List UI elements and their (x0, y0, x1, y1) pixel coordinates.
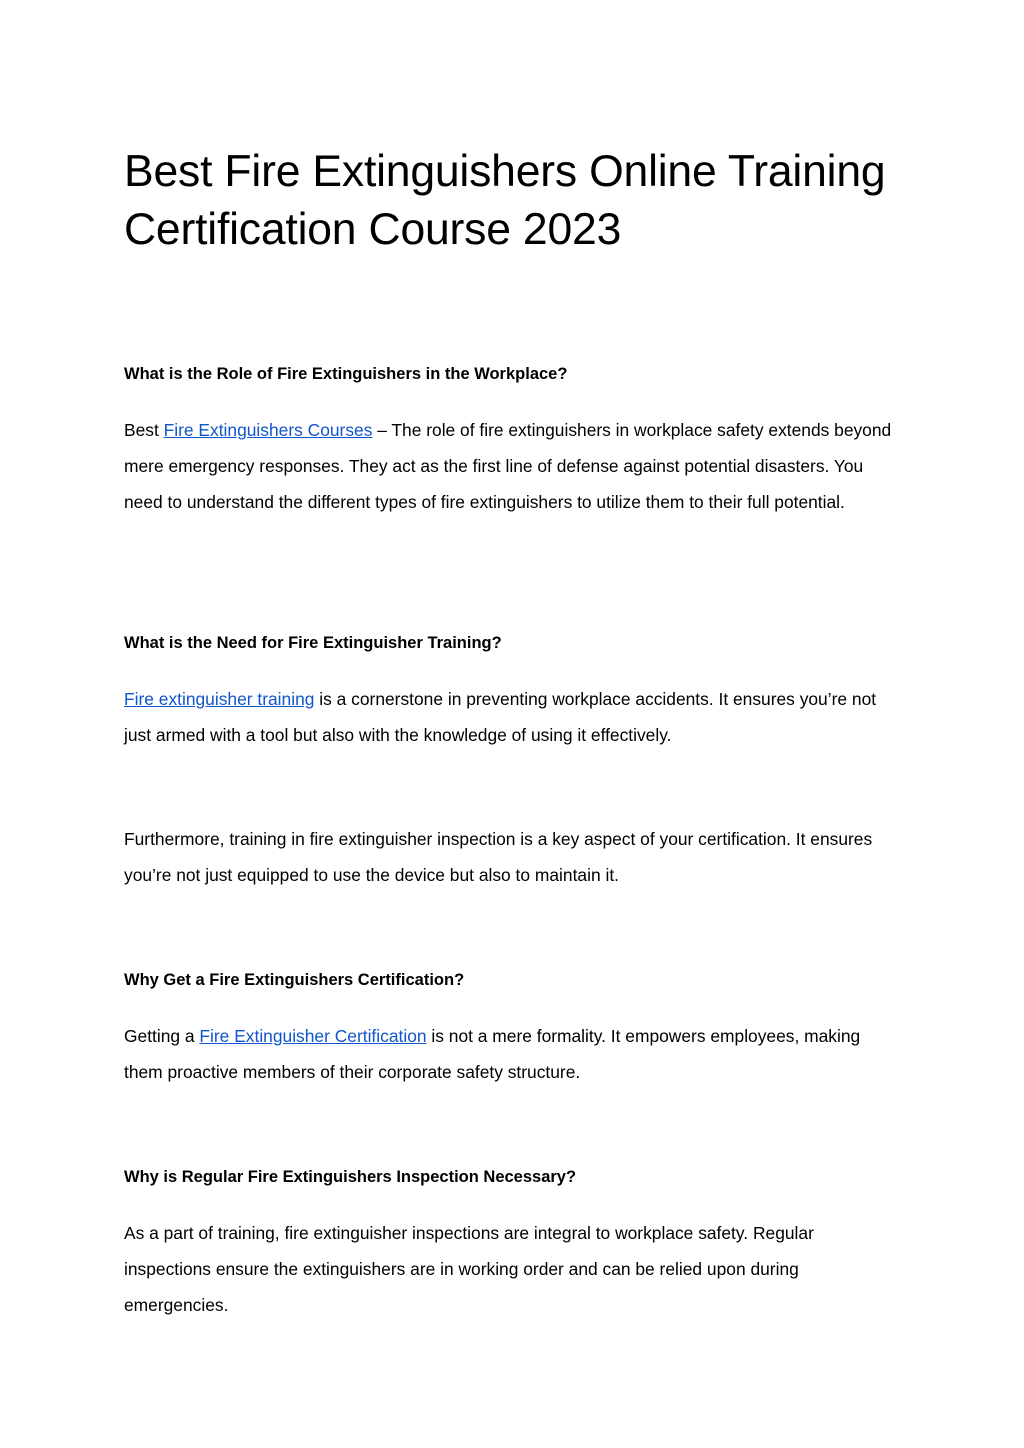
paragraph-suffix: is not a mere formality. It empowers employees, making them proactive members of their corporate safety structure. (124, 1026, 861, 1082)
document-title (124, 143, 914, 259)
section-paragraph-need (124, 681, 899, 753)
section-heading-certification: Why Get a Fire Extinguishers Certification? (124, 971, 465, 989)
title-line-2: Certification Course 2023 (124, 205, 622, 254)
section-paragraph-inspection-aspect: Furthermore, training in fire extinguisher inspection is a key aspect of your certification. It ensures you’re not just equipped to use the device but also to maintain it. (124, 829, 873, 885)
paragraph-suffix: is a cornerstone in preventing workplace accidents. It ensures you’re not just armed with a tool but also with the knowledge of using it effectively. (124, 689, 877, 745)
title-line-1: Best Fire Extinguishers Online Training (124, 147, 886, 196)
fire-extinguishers-courses-link[interactable]: Fire Extinguishers Courses (163, 420, 373, 440)
section-paragraph-inspection: As a part of training, fire extinguisher inspections are integral to workplace safety. Regular inspections ensure the extinguishers are in working order and can be relied upon during emergencies. (124, 1223, 814, 1315)
section-paragraph-role (124, 412, 899, 520)
section-heading-role: What is the Role of Fire Extinguishers in the Workplace? (124, 365, 568, 383)
section-heading-need: What is the Need for Fire Extinguisher Training? (124, 634, 502, 652)
section-paragraph-certification (124, 1018, 899, 1090)
paragraph-prefix: Getting a (124, 1026, 200, 1046)
paragraph-suffix: – The role of fire extinguishers in workplace safety extends beyond mere emergency responses. They act as the first line of defense against potential disasters. You need to understand the different types of fire extinguishers to utilize them to their full potential. (124, 420, 892, 512)
paragraph-prefix: Best (124, 420, 164, 440)
section-heading-inspection: Why is Regular Fire Extinguishers Inspection Necessary? (124, 1168, 577, 1186)
fire-extinguisher-training-link[interactable]: Fire extinguisher training (124, 689, 315, 709)
fire-extinguisher-certification-link[interactable]: Fire Extinguisher Certification (199, 1026, 427, 1046)
